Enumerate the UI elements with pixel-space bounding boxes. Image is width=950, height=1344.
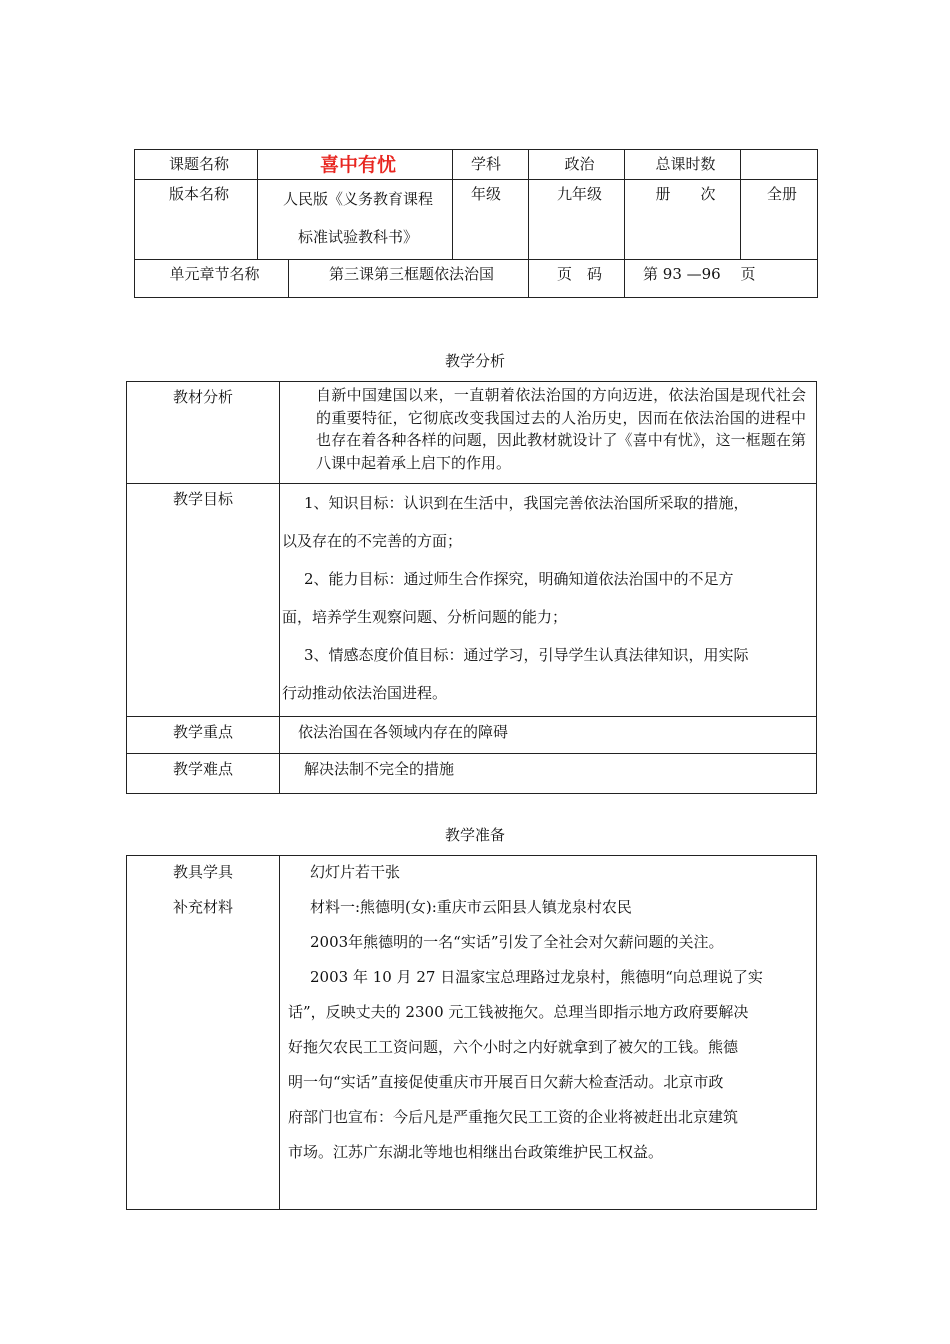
goal1-line-a: 1、知识目标：认识到在生活中，我国完善依法治国所采取的措施， bbox=[304, 494, 749, 512]
volume-value: 全册 bbox=[741, 180, 818, 260]
goals-text bbox=[280, 484, 817, 717]
material-text bbox=[280, 382, 817, 484]
grade-label: 年级 bbox=[453, 180, 529, 260]
goals-label: 教学目标 bbox=[127, 484, 280, 717]
prep-section-title: 教学准备 bbox=[444, 826, 505, 844]
chapter-value: 第三课第三框题依法治国 bbox=[289, 260, 529, 298]
material1-line: 材料一:熊德明(女):重庆市云阳县人镇龙泉村农民 bbox=[310, 898, 632, 916]
paragraph1: 2003年熊德明的一名“实话”引发了全社会对欠薪问题的关注。 bbox=[310, 933, 724, 951]
subject-value: 政治 bbox=[529, 150, 625, 180]
supplement-label: 补充材料 bbox=[172, 898, 233, 916]
total-hours-value bbox=[741, 150, 818, 180]
volume-label: 册 次 bbox=[625, 180, 741, 260]
goal2-line-a: 2、能力目标：通过师生合作探究，明确知道依法治国中的不足方 bbox=[304, 570, 734, 588]
paragraph2-line-d: 明一句“实话”直接促使重庆市开展百日欠薪大检查活动。北京市政 bbox=[288, 1073, 724, 1091]
course-name-label: 课题名称 bbox=[135, 150, 258, 180]
paragraph2-line-f: 市场。江苏广东湖北等地也相继出台政策维护民工权益。 bbox=[288, 1143, 664, 1161]
paragraph2-line-e: 府部门也宣布：今后凡是严重拖欠民工工资的企业将被赶出北京建筑 bbox=[288, 1108, 739, 1126]
analysis-table bbox=[126, 381, 817, 794]
material-paragraph: 自新中国建国以来，一直朝着依法治国的方向迈进，依法治国是现代社会的重要特征，它彻底改变我国过去的人治历史，因而在依法治国的进程中也存在着各种各样的问题，因此教材就设计了《喜中有忧》，这一框题在第八课中起着承上启下的作用。 bbox=[316, 386, 806, 472]
edition-line1: 人民版《义务教育课程 bbox=[283, 190, 434, 208]
tools-text: 幻灯片若干张 bbox=[310, 863, 401, 881]
goal3-line-b: 行动推动依法治国进程。 bbox=[282, 684, 448, 702]
paragraph2-line-a: 2003 年 10 月 27 日温家宝总理路过龙泉村，熊德明“向总理说了实 bbox=[310, 968, 763, 986]
page-label: 页 码 bbox=[529, 260, 625, 298]
prep-table bbox=[126, 855, 817, 1210]
paragraph2-line-c: 好拖欠农民工工资问题，六个小时之内好就拿到了被欠的工钱。熊德 bbox=[288, 1038, 739, 1056]
page-range: 第 93 —96 页 bbox=[625, 260, 818, 298]
edition-line2: 标准试验教科书》 bbox=[298, 228, 419, 246]
material-label: 教材分析 bbox=[127, 382, 280, 484]
prep-labels bbox=[127, 856, 280, 1210]
goal3-line-a: 3、情感态度价值目标：通过学习，引导学生认真法律知识，用实际 bbox=[304, 646, 749, 664]
difficulty-text: 解决法制不完全的措施 bbox=[280, 754, 817, 794]
chapter-label: 单元章节名称 bbox=[135, 260, 289, 298]
goal2-line-b: 面，培养学生观察问题、分析问题的能力； bbox=[282, 608, 568, 626]
edition-value bbox=[258, 180, 453, 260]
difficulty-label: 教学难点 bbox=[127, 754, 280, 794]
course-info-table bbox=[134, 149, 818, 298]
analysis-section-title: 教学分析 bbox=[444, 352, 505, 370]
subject-label: 学科 bbox=[453, 150, 529, 180]
key-point-text: 依法治国在各领域内存在的障碍 bbox=[280, 717, 817, 754]
key-point-label: 教学重点 bbox=[127, 717, 280, 754]
grade-value: 九年级 bbox=[529, 180, 625, 260]
course-name: 喜中有忧 bbox=[258, 150, 453, 180]
edition-label: 版本名称 bbox=[135, 180, 258, 260]
tools-label: 教具学具 bbox=[172, 863, 233, 881]
goal1-line-b: 以及存在的不完善的方面； bbox=[282, 532, 463, 550]
total-hours-label: 总课时数 bbox=[625, 150, 741, 180]
prep-content bbox=[280, 856, 817, 1210]
paragraph2-line-b: 话”，反映丈夫的 2300 元工钱被拖欠。总理当即指示地方政府要解决 bbox=[288, 1003, 749, 1021]
